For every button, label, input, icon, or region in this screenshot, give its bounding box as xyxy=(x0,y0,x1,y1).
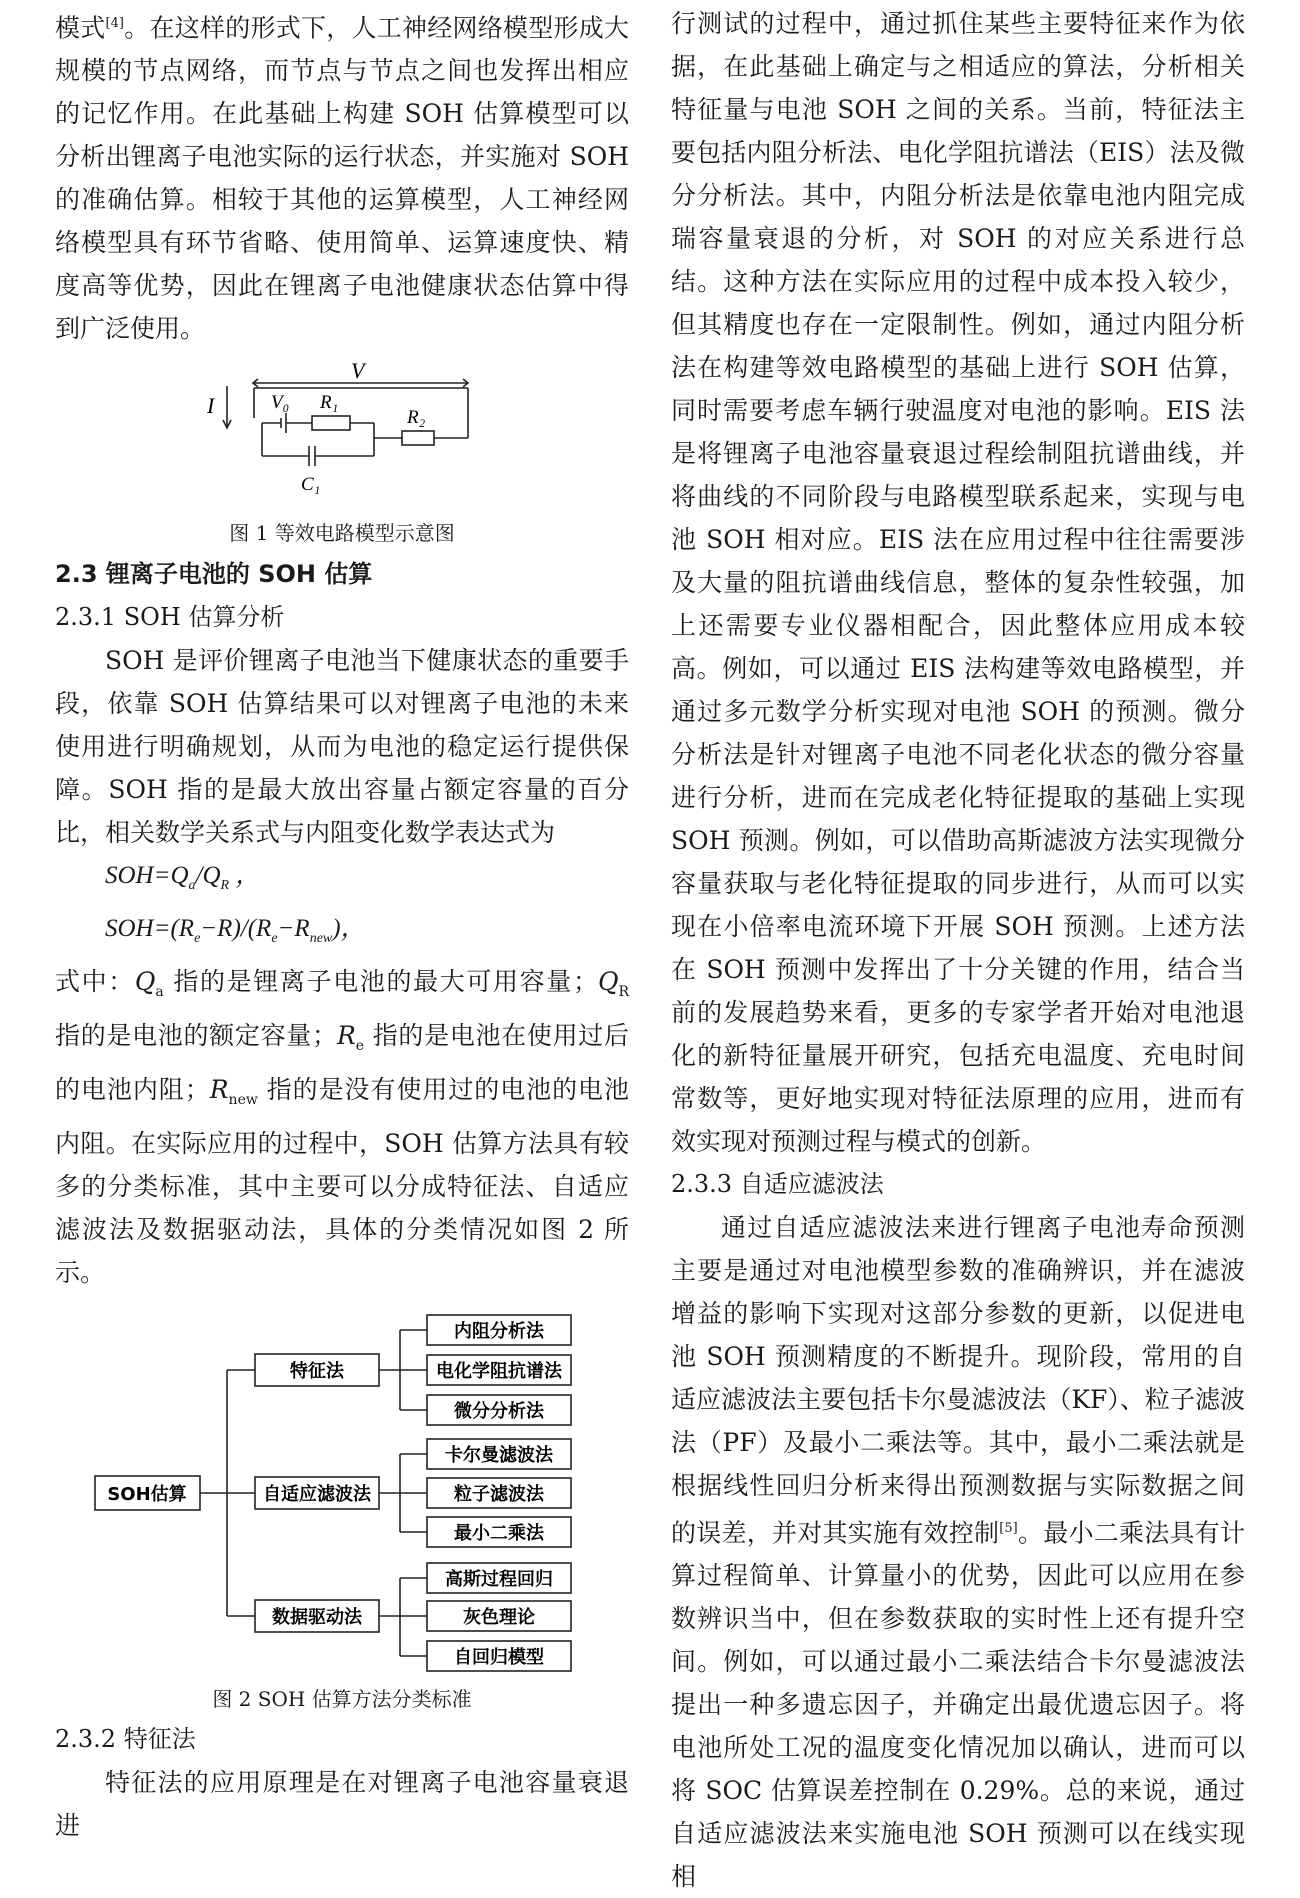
citation[interactable]: [4] xyxy=(105,16,124,31)
figure-2-caption: 图 2 SOH 估算方法分类标准 xyxy=(212,1687,472,1712)
feature-method-paragraph-start: 特征法的应用原理是在对锂离子电池容量衰退进 xyxy=(55,1768,629,1841)
formula-2: $SOH=(R_e-R)/(R_e-R_{new})$， xyxy=(105,915,366,947)
intro-paragraph xyxy=(55,2,629,350)
label-r1: R₁ xyxy=(320,392,339,414)
node-leaf: 微分分析法 xyxy=(454,1401,544,1423)
soh-paragraph: SOH 是评价锂离子电池当下健康状态的重要手段，依靠 SOH 估算结果可以对锂离子电池的未来使用进行明确规划，从而为电池的稳定运行提供保障。SOH 指的是最大放出容量占额定容量的百分比，相关数学关系式与内阻变化数学表达式为 xyxy=(55,646,629,848)
node-category-data-driven: 数据驱动法 xyxy=(272,1607,362,1629)
figure-1 xyxy=(55,358,629,553)
label-v: V xyxy=(351,358,365,384)
variable-definitions-paragraph: 式中：$Q_a$ 指的是锂离子电池的最大可用容量；$Q_R$ 指的是电池的额定容量；$R_e$ 指的是电池在使用过后的电池内阻；$R_{new}$ 指的是没有使用过的电池的电池内阻。在实际应用的过程中，SOH 估算方法具有较多的分类标准，其中主要可以分成特征法、自适应滤波法及数据驱动法，具体的分类情况如图 2 所示。 xyxy=(55,967,629,1288)
label-c1: C₁ xyxy=(301,474,321,496)
node-leaf: 电化学阻抗谱法 xyxy=(436,1361,562,1383)
adaptive-filter-paragraph: 通过自适应滤波法来进行锂离子电池寿命预测主要是通过对电池模型参数的准确辨识，并在滤波增益的影响下实现对这部分参数的更新，以促进电池 SOH 预测精度的不断提升。现阶段，常用的自适应滤波法主要包括卡尔曼滤波法（KF）、粒子滤波法（PF）及最小二乘法等。其中，最小二乘法就是根据线性回归分析来得出预测数据与实际数据之间的误差，并对其实施有效控制[5]。最小二乘法具有计算过程简单、计算量小的优势，因此可以应用在参数辨识当中，但在参数获取的实时性上还有提升空间。例如，可以通过最小二乘法结合卡尔曼滤波法提出一种多遗忘因子，并确定出最优遗忘因子。将电池所处工况的温度变化情况加以确认，进而可以将 SOC 估算误差控制在 0.29%。总的来说，通过自适应滤波法来实施电池 SOH 预测可以在线实现相 xyxy=(671,1213,1245,1892)
node-leaf: 卡尔曼滤波法 xyxy=(445,1445,553,1467)
feature-method-paragraph-continued: 行测试的过程中，通过抓住某些主要特征来作为依据，在此基础上确定与之相适应的算法，分析相关特征量与电池 SOH 之间的关系。当前，特征法主要包括内阻分析法、电化学阻抗谱法（EIS）法及微分分析法。其中，内阻分析法是依靠电池内阻完成瑞容量衰退的分析，对 SOH 的对应关系进行总结。这种方法在实际应用的过程中成本投入较少，但其精度也存在一定限制性。例如，通过内阻分析法在构建等效电路模型的基础上进行 SOH 估算，同时需要考虑车辆行驶温度对电池的影响。EIS 法是将锂离子电池容量衰退过程绘制阻抗谱曲线，并将曲线的不同阶段与电路模型联系起来，实现与电池 SOH 相对应。EIS 法在应用过程中往往需要涉及大量的阻抗谱曲线信息，整体的复杂性较强，加上还需要专业仪器相配合，因此整体应用成本较高。例如，可以通过 EIS 法构建等效电路模型，并通过多元数学分析实现对电池 SOH 的预测。微分分析法是针对锂离子电池不同老化状态的微分容量进行分析，进而在完成老化特征提取的基础上实现 SOH 预测。例如，可以借助高斯滤波方法实现微分容量获取与老化特征提取的同步进行，从而可以实现在小倍率电流环境下开展 SOH 预测。上述方法在 SOH 预测中发挥出了十分关键的作用，结合当前的发展趋势来看，更多的专家学者开始对电池退化的新特征量展开研究，包括充电温度、充电时间常数等，更好地实现对特征法原理的应用，进而有效实现对预测过程与模式的创新。 xyxy=(671,9,1245,1156)
soh-classification-tree xyxy=(55,1306,629,1676)
node-leaf: 高斯过程回归 xyxy=(445,1569,553,1591)
node-root: SOH估算 xyxy=(107,1484,187,1506)
node-category-adaptive: 自适应滤波法 xyxy=(263,1484,371,1506)
label-r2: R₂ xyxy=(407,407,426,429)
section-heading-2-3: 2.3 锂离子电池的 SOH 估算 xyxy=(55,560,373,589)
label-i: I xyxy=(207,393,215,419)
section-heading-2-3-1: 2.3.1 SOH 估算分析 xyxy=(55,603,285,632)
label-v0: V₀ xyxy=(271,392,290,414)
formula-1: $SOH=Q_a/Q_R$ ， xyxy=(105,862,261,894)
text: 模式 xyxy=(55,13,106,43)
section-heading-2-3-3: 2.3.3 自适应滤波法 xyxy=(671,1170,884,1198)
left-column xyxy=(55,0,629,1847)
figure-2 xyxy=(55,1306,629,1718)
section-heading-2-3-2: 2.3.2 特征法 xyxy=(55,1725,196,1754)
figure-1-caption: 图 1 等效电路模型示意图 xyxy=(229,521,455,546)
equivalent-circuit-diagram xyxy=(55,358,629,518)
node-leaf: 内阻分析法 xyxy=(454,1321,544,1343)
right-column xyxy=(671,0,1245,1898)
text: 。在这样的形式下，人工神经网络模型形成大规模的节点网络，而节点与节点之间也发挥出相应的记忆作用。在此基础上构建 SOH 估算模型可以分析出锂离子电池实际的运行状态，并实施对 SOH 的准确估算。相较于其他的运算模型，人工神经网络模型具有环节省略、使用简单、运算速度快、精度高等优势，因此在锂离子电池健康状态估算中得到广泛使用。 xyxy=(55,13,629,344)
node-leaf: 粒子滤波法 xyxy=(454,1484,544,1506)
node-leaf: 最小二乘法 xyxy=(454,1523,544,1545)
node-leaf: 自回归模型 xyxy=(454,1647,544,1669)
node-category-feature: 特征法 xyxy=(290,1361,344,1383)
citation[interactable]: [5] xyxy=(999,1521,1018,1536)
node-leaf: 灰色理论 xyxy=(463,1607,535,1629)
